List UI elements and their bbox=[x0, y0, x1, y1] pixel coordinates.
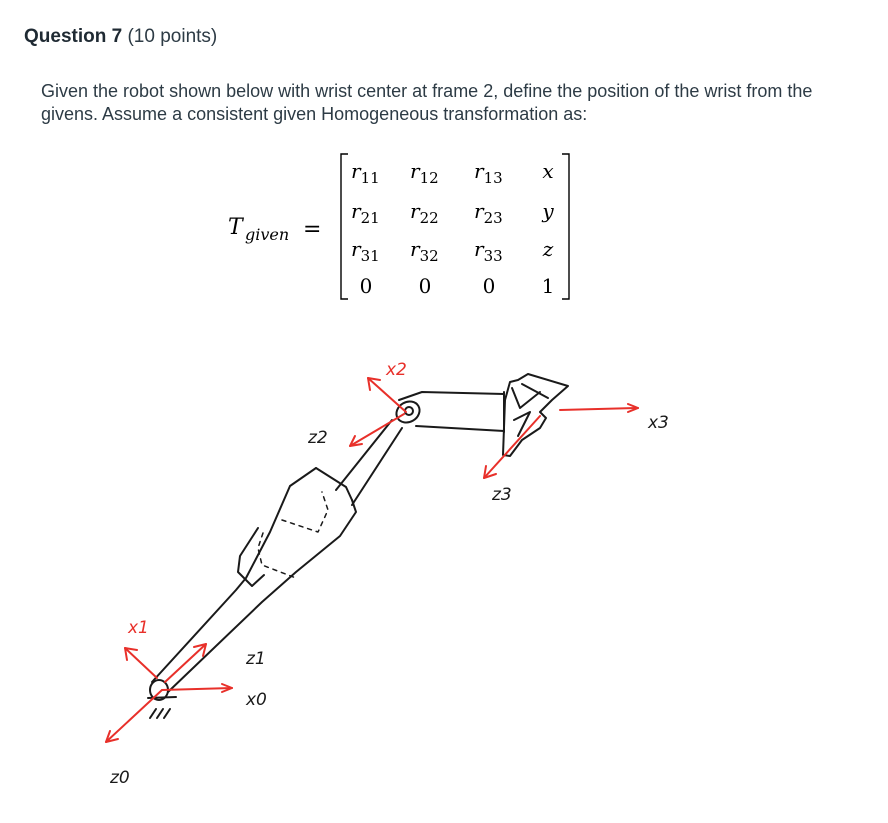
z3-label: z3 bbox=[492, 485, 512, 505]
x0-label: x0 bbox=[246, 690, 267, 710]
z1-label: z1 bbox=[246, 649, 266, 669]
matrix-cell-r2c3: $r_{23}$ bbox=[474, 199, 503, 227]
z3-axis bbox=[484, 416, 540, 478]
matrix-cell-r4c4: 1 bbox=[541, 274, 555, 298]
x1-axis bbox=[125, 648, 157, 678]
matrix-cell-r3c1: $r_{31}$ bbox=[351, 237, 380, 265]
robot-sketch bbox=[0, 330, 888, 823]
right-bracket bbox=[562, 154, 569, 299]
z0-axis bbox=[106, 690, 162, 742]
matrix-cell-r4c2: 0 bbox=[418, 274, 432, 298]
equals-sign: = bbox=[303, 217, 322, 242]
left-bracket bbox=[341, 154, 348, 299]
x3-label: x3 bbox=[648, 413, 669, 433]
t-subscript: given bbox=[245, 225, 290, 244]
t-symbol: T bbox=[228, 215, 243, 240]
matrix-cell-r3c3: $r_{33}$ bbox=[474, 237, 503, 265]
link-2 bbox=[336, 392, 504, 505]
matrix-cell-r1c3: $r_{13}$ bbox=[474, 159, 503, 187]
matrix-cell-r4c3: 0 bbox=[482, 274, 496, 298]
question-points: (10 points) bbox=[127, 26, 218, 47]
matrix-cell-r3c2: $r_{32}$ bbox=[410, 237, 439, 265]
question-number: Question 7 bbox=[24, 26, 123, 47]
matrix-cell-r3c4: z bbox=[542, 237, 554, 261]
matrix-cell-r4c1: 0 bbox=[359, 274, 373, 298]
end-effector bbox=[503, 374, 568, 456]
matrix-cell-r2c2: $r_{22}$ bbox=[410, 199, 439, 227]
z0-label: z0 bbox=[110, 768, 130, 788]
x3-axis bbox=[560, 408, 638, 410]
matrix-cells bbox=[351, 159, 554, 298]
matrix-cell-r2c4: y bbox=[542, 199, 554, 223]
matrix-cell-r1c1: $r_{11}$ bbox=[351, 159, 380, 187]
question-prompt: Given the robot shown below with wrist center at frame 2, define the position of the wrist from the givens. Assume a consistent given Homogeneous transformation as: bbox=[41, 81, 813, 124]
matrix-cell-r1c2: $r_{12}$ bbox=[410, 159, 439, 187]
z2-label: z2 bbox=[308, 428, 328, 448]
matrix-cell-r1c4: x bbox=[542, 159, 554, 183]
z2-axis bbox=[350, 414, 404, 446]
x1-label: x1 bbox=[128, 618, 149, 638]
red-axes bbox=[106, 378, 638, 742]
matrix-cell-r2c1: $r_{21}$ bbox=[351, 199, 380, 227]
x2-axis bbox=[368, 378, 406, 412]
x2-label: x2 bbox=[386, 360, 407, 380]
transformation-equation bbox=[0, 0, 888, 330]
